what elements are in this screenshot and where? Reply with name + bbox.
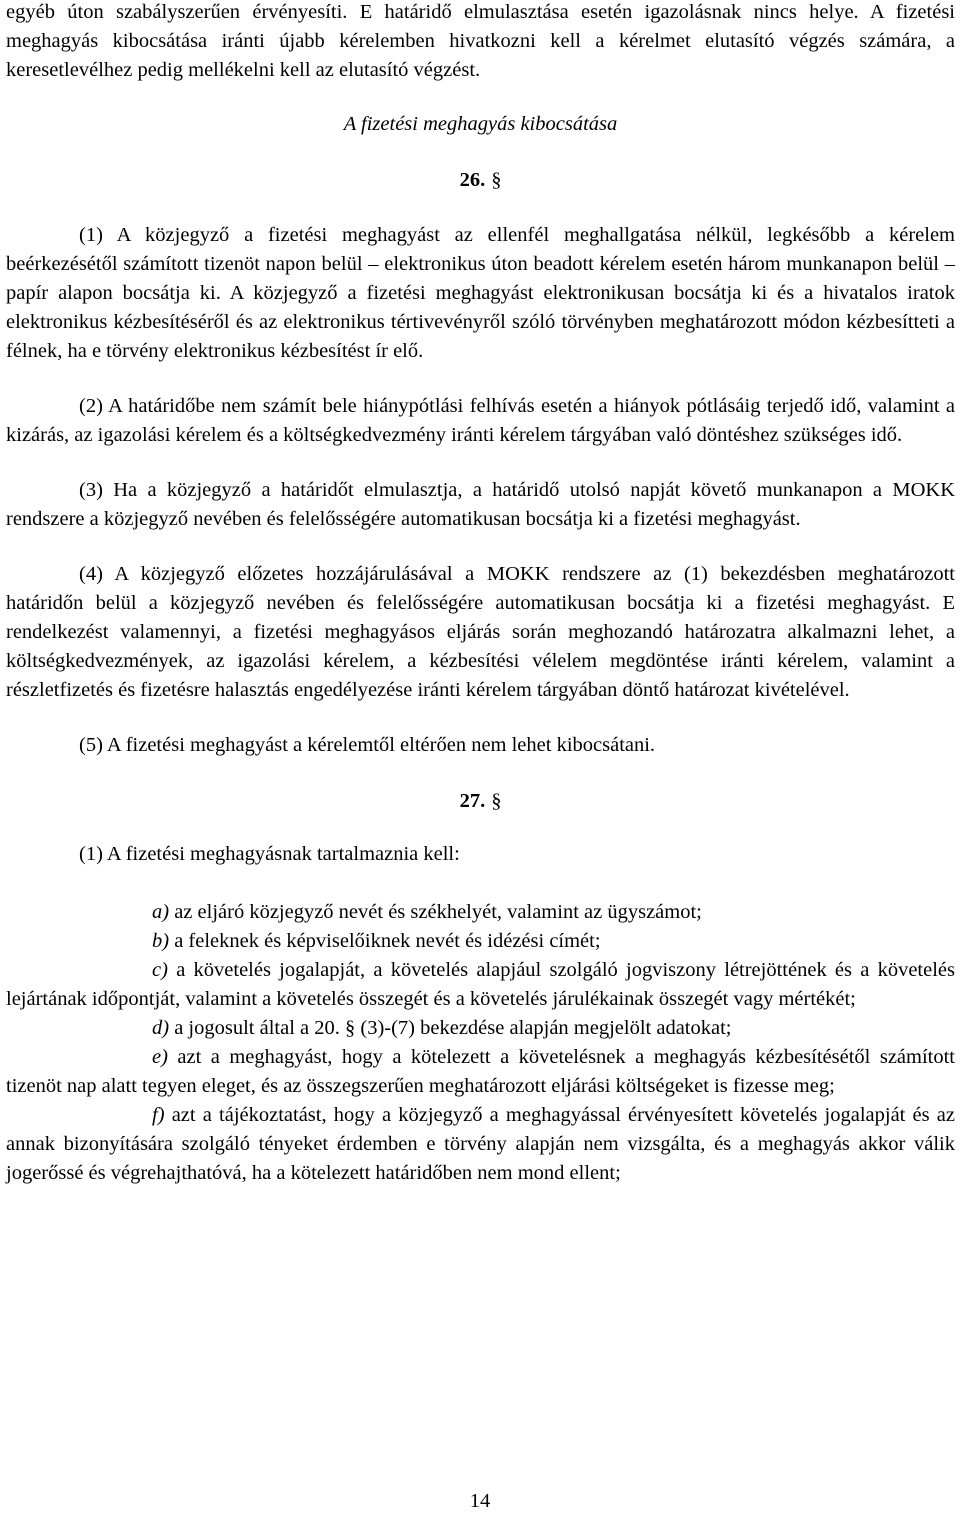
paragraph-26-3: (3) Ha a közjegyző a határidőt elmulasztja, a határidő utolsó napját követő munkanapon a MOKK rendszere a közjegyző nevében és felelősségére automatikusan bocsátja ki a fizetési meghagyást. bbox=[6, 479, 955, 530]
list-item-b bbox=[6, 927, 955, 956]
paragraph-26-5: (5) A fizetési meghagyást a kérelemtől eltérően nem lehet kibocsátani. bbox=[79, 734, 656, 756]
section-symbol: § bbox=[491, 169, 502, 191]
list-item-label: e) bbox=[152, 1046, 168, 1068]
section-heading-27 bbox=[6, 787, 955, 816]
list-item-label: b) bbox=[152, 930, 170, 952]
list-item-text: azt a tájékoztatást, hogy a közjegyző a meghagyással érvényesített követelés jogalapját és az annak bizonyítására szolgáló tényeket érdemben e törvény alapján nem vizsgálta, és a meghagyás akkor válik jogerőssé és végrehajthatóvá, ha a kötelezett határidőben nem mond ellent; bbox=[6, 1104, 955, 1184]
intro-paragraph: egyéb úton szabályszerűen érvényesíti. E határidő elmulasztása esetén igazolásnak nincs helye. A fizetési meghagyás kibocsátása iránti újabb kérelemben hivatkozni kell a kérelmet elutasító végzés számára, a keresetlevélhez pedig mellékelni kell az elutasító végzést. bbox=[6, 1, 955, 81]
list-item-label: c) bbox=[152, 959, 168, 981]
list-item-text: a feleknek és képviselőiknek nevét és idézési címét; bbox=[174, 930, 601, 952]
list-item-text: azt a meghagyást, hogy a kötelezett a követelésnek a meghagyás kézbesítésétől számított tizenöt nap alatt tegyen eleget, és az összegszerűen meghatározott eljárási költségeket is fizesse meg; bbox=[6, 1046, 955, 1097]
list-item-label: f) bbox=[152, 1104, 165, 1126]
paragraph-26-2: (2) A határidőbe nem számít bele hiánypótlási felhívás esetén a hiányok pótlásáig terjedő idő, valamint a kizárás, az igazolási kérelem és a költségkedvezmény iránti kérelem tárgyában való döntéshez szükséges idő. bbox=[6, 395, 955, 446]
section-subtitle: A fizetési meghagyás kibocsátása bbox=[343, 113, 618, 135]
paragraph-26-1: (1) A közjegyző a fizetési meghagyást az ellenfél meghallgatása nélkül, legkésőbb a kérelem beérkezésétől számított tizenöt napon belül – elektronikus úton beadott kérelem esetén három munkanapon belül – papír alapon bocsátja ki. A közjegyző a fizetési meghagyást elektronikusan bocsátja ki és a hivatalos iratok elektronikus kézbesítéséről és az elektronikus tértivevényről szóló törvényben meghatározott módon kézbesítteti a félnek, ha e törvény elektronikus kézbesítést ír elő. bbox=[6, 224, 955, 362]
list-item-e bbox=[6, 1043, 955, 1101]
list-item-f bbox=[6, 1101, 955, 1188]
list-item-c bbox=[6, 956, 955, 1014]
section-number: 27. bbox=[459, 790, 486, 812]
list-item-label: a) bbox=[152, 901, 170, 923]
list-item-a bbox=[6, 898, 955, 927]
list-item-text: a követelés jogalapját, a követelés alapjául szolgáló jogviszony létrejöttének és a követelés lejártának időpontját, valamint a követelés összegét és a követelés járulékainak összegét vagy mértékét; bbox=[6, 959, 955, 1010]
list-item-label: d) bbox=[152, 1017, 170, 1039]
page-number: 14 bbox=[469, 1490, 491, 1512]
list-item-text: a jogosult által a 20. § (3)-(7) bekezdése alapján megjelölt adatokat; bbox=[174, 1017, 732, 1039]
paragraph-26-4: (4) A közjegyző előzetes hozzájárulásával a MOKK rendszere az (1) bekezdésben meghatározott határidőn belül a közjegyző nevében és felelősségére automatikusan bocsátja ki a fizetési meghagyást. E rendelkezést valamennyi, a fizetési meghagyásos eljárás során meghozandó határozatra alkalmazni lehet, a költségkedvezmények, az igazolási kérelem, a kézbesítési vélelem megdöntése iránti kérelem, valamint a részletfizetés és fizetésre halasztás engedélyezése iránti kérelem tárgyában döntő határozat kivételével. bbox=[6, 563, 955, 701]
list-item-text: az eljáró közjegyző nevét és székhelyét, valamint az ügyszámot; bbox=[174, 901, 702, 923]
paragraph-27-1-intro: (1) A fizetési meghagyásnak tartalmaznia kell: bbox=[79, 843, 460, 865]
list-item-d bbox=[6, 1014, 955, 1043]
section-heading-26 bbox=[6, 166, 955, 195]
section-symbol: § bbox=[491, 790, 502, 812]
section-number: 26. bbox=[459, 169, 486, 191]
document-page bbox=[6, 0, 955, 1188]
